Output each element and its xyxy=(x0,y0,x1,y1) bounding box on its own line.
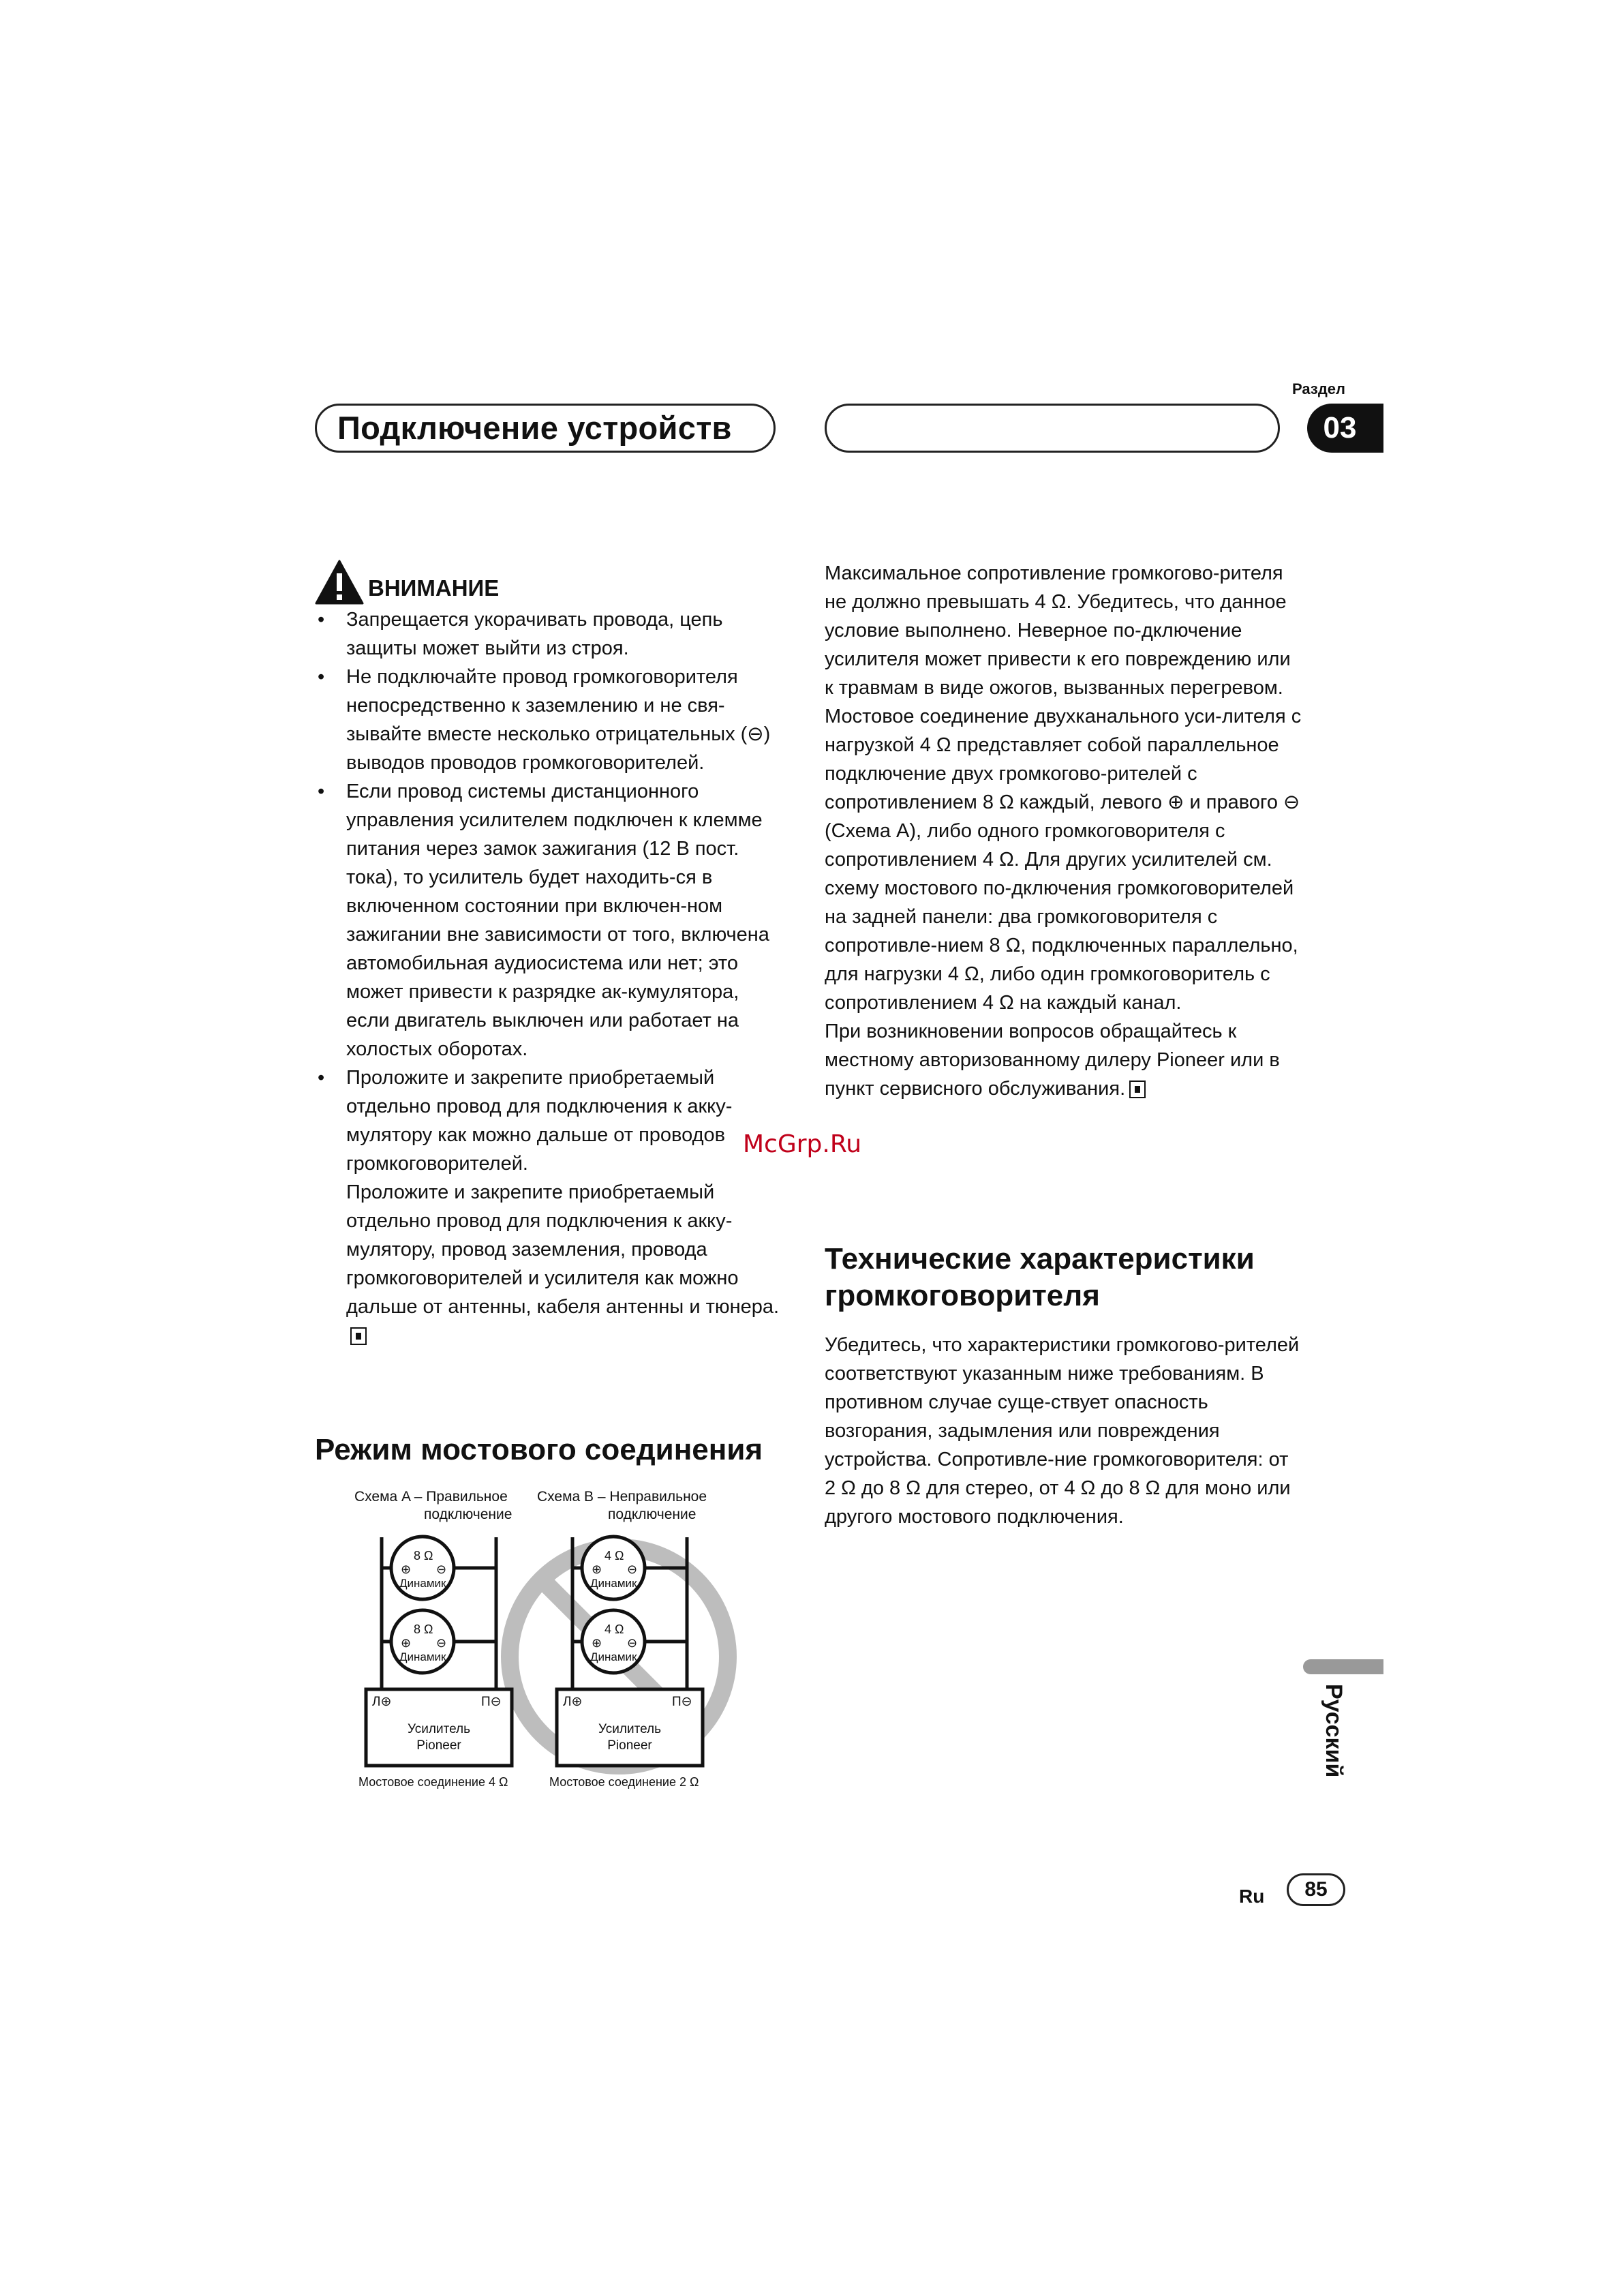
speaker-a1-minus: ⊖ xyxy=(436,1562,447,1576)
amp-b-name-2: Pioneer xyxy=(607,1738,652,1753)
speaker-b1-minus: ⊖ xyxy=(627,1562,638,1576)
end-mark-icon xyxy=(350,1327,367,1345)
list-item: • Если провод системы дистанционного управления усилителем подключен к клемме питания через замок зажигания (12 В пост. тока), то усилитель будет находить-ся в включенном состоянии при включен-ном зажигании вне зависимости от того, включена автомобильная аудиосистема или нет; это может привести к разрядке ак-кумулятора, если двигатель выключен или работает на холостых оборотах. xyxy=(315,777,785,1063)
schema-b-title-2: подключение xyxy=(608,1507,697,1522)
dealer-paragraph xyxy=(825,1017,1302,1103)
amp-b-right-terminal: П⊖ xyxy=(672,1695,692,1709)
resistance-paragraph: Максимальное сопротивление громкогово-рителя не должно превышать 4 Ω. Убедитесь, что данное условие выполнено. Неверное по-дключение усилителя может привести к его повреждению или к травмам в виде ожогов, вызванных перегревом. xyxy=(825,562,1291,699)
page-number: 85 xyxy=(1304,1878,1328,1901)
page-title: Подключение устройств xyxy=(337,410,732,446)
speaker-spec-paragraph: Убедитесь, что характеристики громкогово-рителей соответствуют указанным ниже требованиям. В противном случае суще-ствует опасность возгорания, задымления или повреждения устройства. Сопротивле-ние громкоговорителя: от 2 Ω до 8 Ω для стерео, от 4 Ω до 8 Ω для моно или другого мостового подключения. xyxy=(825,1334,1300,1528)
speaker-a2-plus: ⊕ xyxy=(401,1636,412,1650)
speaker-a1-ohm: 8 Ω xyxy=(414,1549,433,1562)
section-number-badge xyxy=(1307,404,1383,453)
warning-title: ВНИМАНИЕ xyxy=(368,575,500,601)
amp-b-left-terminal: Л⊕ xyxy=(563,1695,583,1709)
speaker-b2-label: Динамик xyxy=(590,1650,637,1663)
speaker-a2-minus: ⊖ xyxy=(436,1636,447,1650)
left-column xyxy=(315,559,785,1350)
schema-b-caption: Мостовое соединение 2 Ω xyxy=(549,1775,699,1789)
warning-list xyxy=(315,605,785,1178)
page-number-badge xyxy=(1287,1873,1345,1906)
amp-a-right-terminal: П⊖ xyxy=(481,1695,502,1709)
warning-extra-paragraph xyxy=(315,1178,785,1350)
language-tab-bar xyxy=(1303,1659,1383,1674)
speaker-b1-label: Динамик xyxy=(590,1577,637,1590)
bridge-diagram xyxy=(341,1486,750,1800)
dealer-text: При возникновении вопросов обращайтесь к местному авторизованному дилеру Pioneer или в пункт сервисного обслуживания. xyxy=(825,1021,1280,1100)
schema-a-title-1: Схема A – Правильное xyxy=(354,1489,508,1505)
schema-b-title-1: Схема B – Неправильное xyxy=(537,1489,707,1505)
section-number: 03 xyxy=(1323,411,1357,444)
watermark: McGrp.Ru xyxy=(743,1130,862,1158)
speaker-a1-label: Динамик xyxy=(399,1577,446,1590)
list-item: • Не подключайте провод громкоговорителя непосредственно к заземлению и не свя-зывайте вместе несколько отрицательных (⊖) выводов проводов громкоговорителей. xyxy=(315,663,785,777)
speaker-a2-label: Динамик xyxy=(399,1650,446,1663)
speaker-b1-plus: ⊕ xyxy=(592,1562,602,1576)
warning-extra-text: Проложите и закрепите приобретаемый отдельно провод для подключения к акку-мулятору, провод заземления, провода громкоговорителей и усилителя как можно дальше от антенны, кабеля антенны и тюнера. xyxy=(346,1181,780,1318)
language-tab-label xyxy=(1307,1684,1348,1800)
list-item: • Запрещается укорачивать провода, цепь защиты может выйти из строя. xyxy=(315,605,785,663)
speaker-b1-ohm: 4 Ω xyxy=(605,1549,624,1562)
footer-language: Ru xyxy=(1239,1886,1265,1907)
bridge-heading: Режим мостового соединения xyxy=(315,1433,763,1466)
warning-header xyxy=(315,559,785,605)
schema-a-title-2: подключение xyxy=(424,1507,512,1522)
amp-b-name-1: Усилитель xyxy=(598,1722,662,1736)
speaker-a1-plus: ⊕ xyxy=(401,1562,412,1576)
right-column xyxy=(825,559,1302,1103)
amp-a-name-2: Pioneer xyxy=(416,1738,461,1753)
speaker-b2-ohm: 4 Ω xyxy=(605,1622,624,1636)
amp-a-name-1: Усилитель xyxy=(407,1722,471,1736)
header-empty-frame xyxy=(825,404,1280,453)
speaker-b2-plus: ⊕ xyxy=(592,1636,602,1650)
list-item: • Проложите и закрепите приобретаемый отдельно провод для подключения к акку-мулятору как можно дальше от проводов громкоговорителей. xyxy=(315,1063,785,1178)
speaker-spec-heading: Технические характеристики громкоговорителя xyxy=(825,1242,1255,1312)
amp-a-left-terminal: Л⊕ xyxy=(372,1695,392,1709)
warning-icon xyxy=(315,560,364,605)
bridge-explanation-paragraph: Мостовое соединение двухканального уси-лителя с нагрузкой 4 Ω представляет собой параллельное подключение двух громкогово-рителей с сопротивлением 8 Ω каждый, левого ⊕ и правого ⊖ (Схема A), либо одного громкоговорителя с сопротивлением 4 Ω. Для других усилителей см. схему мостового по-дключения громкоговорителей на задней панели: два громкоговорителя с сопротивле-нием 8 Ω, подключенных параллельно, для нагрузки 4 Ω, либо один громкоговоритель с сопротивлением 4 Ω на каждый канал. xyxy=(825,706,1302,1014)
language-tab-text: Русский xyxy=(1321,1684,1347,1778)
schema-a-caption: Мостовое соединение 4 Ω xyxy=(358,1775,508,1789)
speaker-b2-minus: ⊖ xyxy=(627,1636,638,1650)
section-label: Раздел xyxy=(1292,380,1345,397)
speaker-a2-ohm: 8 Ω xyxy=(414,1622,433,1636)
end-mark-icon xyxy=(1129,1081,1146,1098)
